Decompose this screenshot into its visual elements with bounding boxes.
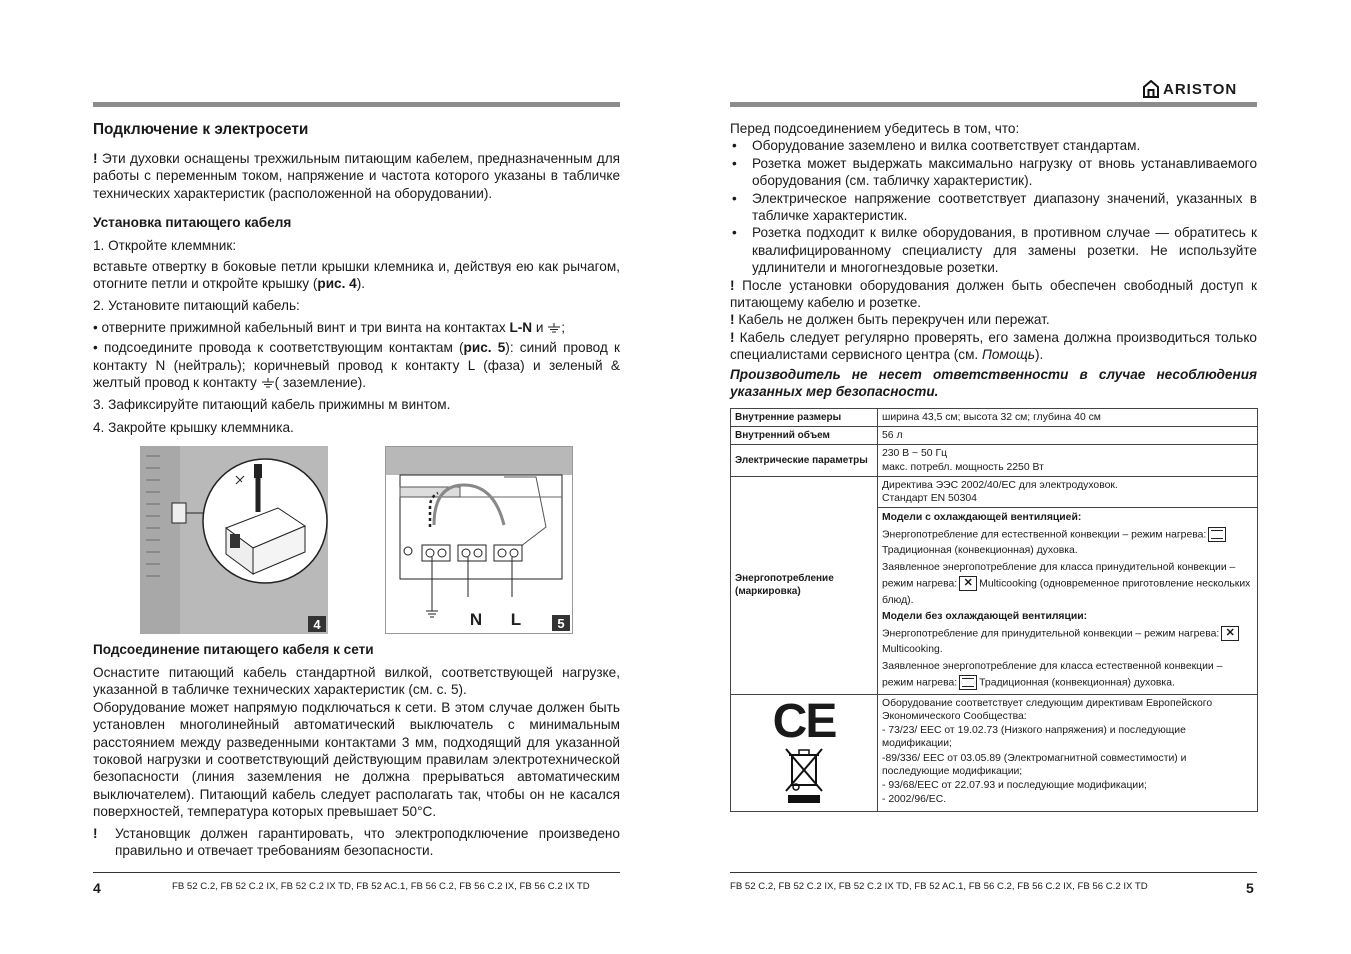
bullet-2-end: ( заземление). bbox=[274, 375, 366, 391]
ground-icon bbox=[261, 378, 275, 388]
nonventilated-forced bbox=[882, 626, 1253, 659]
energy-text: Энергопотребление для принудительной конвекции – режим нагрева: bbox=[882, 627, 1220, 639]
check-item: • Электрическое напряжение соответствует диапазону значений, указанных в табличке характеристик. bbox=[730, 190, 1257, 225]
figure-4 bbox=[140, 446, 328, 634]
installer-warning-text: Установщик должен гарантировать, что электроподключение произведено правильно и отвечает требованиям безопасности. bbox=[115, 825, 620, 859]
model-list-right: FB 52 C.2, FB 52 C.2 IX, FB 52 C.2 IX TD, FB 52 AC.1, FB 56 C.2, FB 56 C.2 IX, FB 56 C.2 IX TD bbox=[730, 881, 1148, 892]
row-label: Внутренние размеры bbox=[731, 409, 878, 427]
step-4: 4. Закройте крышку клеммника. bbox=[93, 419, 294, 435]
bullet-1-end: ; bbox=[561, 319, 566, 335]
table-row bbox=[731, 694, 1258, 811]
fig-ref-4: рис. 4 bbox=[317, 276, 357, 292]
energy-mode: Multicooking (одновременное приготовление нескольких блюд). bbox=[882, 578, 1251, 606]
conventional-oven-icon bbox=[1208, 527, 1226, 542]
step-1-text: вставьте отвертку в боковые петли крышки клемника и, действуя ею как рычагом, отогните петли и откройте крышку ( bbox=[93, 258, 620, 292]
contacts-ln: L-N bbox=[509, 319, 533, 335]
spec-table-wrap bbox=[730, 408, 1258, 812]
check-item: • Розетка подходит к вилке оборудования, в противном случае — обратитесь к квалифицированному специалисту для замены розетки. Не используйте удлинители и многогнездовые розетки. bbox=[730, 224, 1257, 276]
step-2-bullet-2: • подсоедините провода к соответствующим контактам (рис. 5): синий провод к контакту N (нейтраль); коричневый провод к контакту L (фаза) и зеленый & желтый провод к контакту ( заземление). bbox=[93, 340, 620, 391]
figure-4-number: 4 bbox=[313, 617, 321, 632]
right-header-rule bbox=[730, 102, 1257, 107]
step-1: 1. Откройте клеммник: bbox=[93, 238, 237, 254]
figure-5 bbox=[385, 446, 573, 634]
multicooking-fan-icon: ✕ bbox=[1221, 626, 1239, 641]
subheading-cable-install: Установка питающего кабеля bbox=[93, 215, 292, 231]
spec-table bbox=[730, 408, 1258, 812]
bullet-1-and: и bbox=[532, 319, 548, 335]
plug-paragraph: Оснастите питающий кабель стандартной вилкой, соответствующей нагрузке, указанной в табличке технических характеристик (см. с. 5). bbox=[93, 665, 620, 698]
access-warning-text: После установки оборудования должен быть обеспечен свободный доступ к питающему кабелю и розетке. bbox=[730, 277, 1257, 311]
page-number-left: 4 bbox=[93, 880, 101, 896]
kink-warning bbox=[730, 311, 1257, 328]
model-list-left: FB 52 C.2, FB 52 C.2 IX, FB 52 C.2 IX TD, FB 52 AC.1, FB 56 C.2, FB 56 C.2 IX, FB 56 C.2 IX TD bbox=[172, 881, 590, 892]
right-footer-rule bbox=[730, 872, 1257, 873]
table-row bbox=[731, 476, 1258, 507]
directive-item: - 93/68/EEC от 22.07.93 и последующие модификации; bbox=[882, 779, 1147, 791]
energy-text: Заявленное энергопотребление для класса естественной конвекции – режим нагрева: bbox=[882, 660, 1223, 689]
service-warning-text: Кабель следует регулярно проверять, его замена должна производиться только специалистами сервисного центра (см. bbox=[730, 329, 1257, 363]
step-1-detail bbox=[93, 258, 620, 293]
step-2-bullet-1: • отверните прижимной кабельный винт и три винта на контактах L-N и ; bbox=[93, 319, 566, 335]
energy-mode: Традиционная (конвекционная) духовка. bbox=[882, 545, 1078, 557]
row-value: 56 л bbox=[878, 427, 1258, 445]
intro-text: Эти духовки оснащены трехжильным питающим кабелем, предназначенным для работы с переменным током, напряжение и частота которого указаны в табличке технических характеристик (расположенной на оборудовании). bbox=[93, 151, 620, 201]
energy-text: Заявленное энергопотребление для класса принудительной конвекции – режим нагрева: bbox=[882, 561, 1236, 590]
energy-mode: Традиционная (конвекционная) духовка. bbox=[979, 677, 1175, 689]
right-column bbox=[730, 120, 1257, 401]
ventilated-natural bbox=[882, 527, 1253, 560]
phase-label: L bbox=[510, 610, 522, 629]
subheading-network: Подсоединение питающего кабеля к сети bbox=[93, 642, 374, 657]
bullet-1-text: отверните прижимной кабельный винт и три винта на контактах bbox=[101, 319, 510, 335]
directives-value bbox=[878, 694, 1258, 811]
terminal-block-illustration bbox=[140, 446, 328, 634]
row-value bbox=[878, 445, 1258, 476]
energy-text: Энергопотребление для естественной конвекции – режим нагрева: bbox=[882, 528, 1207, 540]
installer-warning bbox=[93, 825, 620, 860]
warning-mark: ! bbox=[93, 151, 98, 166]
left-footer-rule bbox=[93, 872, 620, 873]
intro-paragraph bbox=[93, 150, 620, 202]
step-1-end: ). bbox=[356, 276, 366, 292]
energy-value bbox=[878, 508, 1258, 694]
warning-mark: ! bbox=[730, 277, 735, 293]
directive-item: - 73/23/ EEC от 19.02.73 (Низкого напряжения) и последующие модификации; bbox=[882, 725, 1186, 750]
kink-warning-text: Кабель не должен быть перекручен или пережат. bbox=[738, 312, 1050, 328]
warning-mark: ! bbox=[93, 825, 98, 841]
left-column bbox=[93, 121, 620, 436]
row-value: ширина 43,5 см; высота 32 см; глубина 40 см bbox=[878, 409, 1258, 427]
left-header-rule bbox=[93, 102, 620, 107]
neutral-label: N bbox=[469, 610, 483, 629]
check-list bbox=[730, 137, 1257, 276]
liability-note: Производитель не несет ответственности в случае несоблюдения указанных мер безопасности. bbox=[730, 366, 1257, 400]
ariston-logo bbox=[1142, 80, 1237, 98]
check-item: • Розетка может выдержать максимально нагрузку от вновь устанавливаемого оборудования (см. табличку характеристик). bbox=[730, 155, 1257, 190]
table-row bbox=[731, 427, 1258, 445]
directive-item: - 2002/96/EC. bbox=[882, 794, 947, 806]
fig-ref-5: рис. 5 bbox=[463, 340, 506, 356]
non-ventilated-models-title: Модели без охлаждающей вентиляции: bbox=[882, 611, 1088, 623]
ground-icon bbox=[547, 323, 561, 333]
bullet-2-text: подсоедините провода к соответствующим контактам ( bbox=[103, 340, 464, 356]
table-row bbox=[731, 409, 1258, 427]
wiring-diagram bbox=[386, 447, 572, 633]
check-intro: Перед подсоединением убедитесь в том, что: bbox=[730, 121, 1020, 136]
ventilated-forced bbox=[882, 560, 1253, 609]
ce-mark: CE bbox=[772, 694, 836, 748]
row-label: Внутренний объем bbox=[731, 427, 878, 445]
directive-item: -89/336/ EEC от 03.05.89 (Электромагнитной совместимости) и последующие модификации; bbox=[882, 752, 1187, 777]
directive: Директива ЭЭС 2002/40/EC для электродуховок. bbox=[882, 479, 1118, 491]
weee-bin-icon bbox=[784, 747, 824, 805]
section-heading: Подключение к электросети bbox=[93, 121, 309, 138]
certification-marks bbox=[731, 694, 878, 811]
table-row bbox=[731, 445, 1258, 476]
left-column-lower bbox=[93, 642, 620, 859]
standard: Стандарт EN 50304 bbox=[882, 493, 977, 505]
access-warning bbox=[730, 277, 1257, 312]
service-warning-end: ). bbox=[1034, 347, 1044, 363]
row-value bbox=[878, 476, 1258, 507]
figure-5-number: 5 bbox=[557, 616, 565, 631]
breaker-paragraph: Оборудование может напрямую подключаться к сети. В этом случае должен быть установлен многолинейный автоматический выключатель с минимальным расстоянием между разведенными контактами 3 мм, подходящий для указанной токовой нагрузки и соответствующий действующим правилам электротехнической безопасности (линия заземления не должна прерываться автоматическим выключателем). Питающий кабель следует располагать так, чтобы он не касался поверхностей, температура которых превышает 50°C. bbox=[93, 699, 620, 820]
energy-mode: Multicooking. bbox=[882, 644, 943, 656]
voltage: 230 В ~ 50 Гц bbox=[882, 448, 948, 460]
warning-mark: ! bbox=[730, 329, 735, 345]
step-3: 3. Зафиксируйте питающий кабель прижимны м винтом. bbox=[93, 397, 451, 413]
check-item: • Оборудование заземлено и вилка соответствует стандартам. bbox=[730, 137, 1257, 154]
help-reference: Помощь bbox=[981, 347, 1035, 363]
directives-intro: Оборудование соответствует следующим директивам Европейского Экономического Сообщества: bbox=[882, 697, 1213, 722]
page-number-right: 5 bbox=[1246, 880, 1254, 896]
warning-mark: ! bbox=[730, 312, 735, 328]
conventional-oven-icon bbox=[959, 675, 977, 690]
service-warning bbox=[730, 329, 1257, 364]
ventilated-models-title: Модели с охлаждающей вентиляцией: bbox=[882, 512, 1082, 524]
bullet-2-text-b: ): синий провод к контакту N (нейтраль); коричневый провод к контакту L (фаза) и зеленый & желтый провод к контакту bbox=[93, 340, 620, 391]
step-2: 2. Установите питающий кабель: bbox=[93, 298, 300, 314]
brand-name: ARISTON bbox=[1163, 80, 1238, 98]
row-label: Энергопотребление (маркировка) bbox=[731, 476, 878, 694]
row-label: Электрические параметры bbox=[731, 445, 878, 476]
max-power: макс. потребл. мощность 2250 Вт bbox=[882, 461, 1044, 473]
nonventilated-natural bbox=[882, 659, 1253, 692]
house-logo-icon bbox=[1142, 80, 1160, 98]
multicooking-fan-icon: ✕ bbox=[959, 576, 977, 591]
